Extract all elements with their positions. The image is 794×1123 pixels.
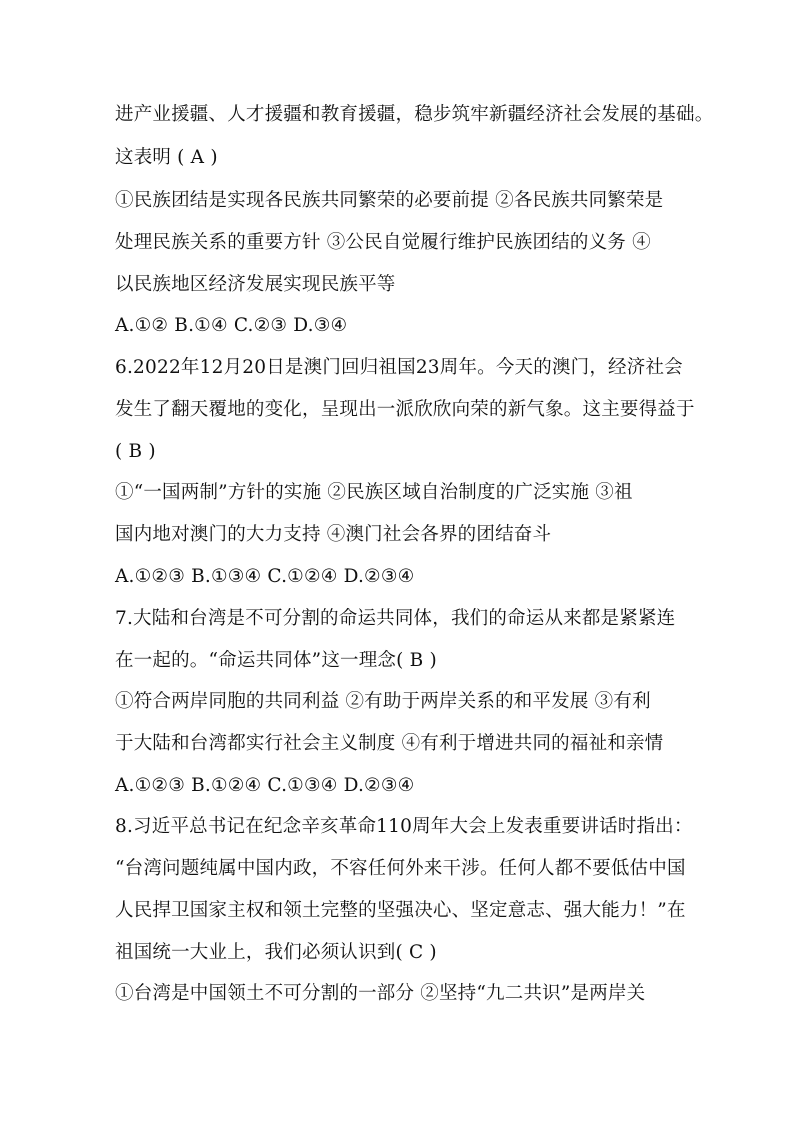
text-line: 处理民族关系的重要方针 ③公民自觉履行维护民族团结的义务 ④ [115,232,651,253]
answer-options: A.①② B.①④ C.②③ D.③④ [115,315,348,336]
text-line: 于大陆和台湾都实行社会主义制度 ④有利于增进共同的福祉和亲情 [115,733,664,754]
text-line: 以民族地区经济发展实现民族平等 [115,274,396,295]
answer-options: A.①②③ B.①③④ C.①②④ D.②③④ [115,566,415,587]
answer-options: A.①②③ B.①②④ C.①③④ D.②③④ [115,775,415,796]
text-line: “台湾问题纯属中国内政，不容任何外来干涉。任何人都不要低估中国 [115,858,686,879]
text-line: 发生了翻天覆地的变化，呈现出一派欣欣向荣的新气象。这主要得益于 [115,399,695,420]
text-line: ①民族团结是实现各民族共同繁荣的必要前提 ②各民族共同繁荣是 [115,190,664,211]
question-8: 8.习近平总书记在纪念辛亥革命110周年大会上发表重要讲话时指出： [115,816,693,837]
text-line: 祖国统一大业上，我们必须认识到( C ) [115,942,437,963]
text-line: 国内地对澳门的大力支持 ④澳门社会各界的团结奋斗 [115,524,552,545]
text-line: ( B ) [115,441,156,462]
text-line: ①台湾是中国领土不可分割的一部分 ②坚持“九二共识”是两岸关 [115,983,646,1004]
text-line: 在一起的。“命运共同体”这一理念( B ) [115,650,437,671]
question-6: 6.2022年12月20日是澳门回归祖国23周年。今天的澳门，经济社会 [115,357,683,378]
text-line: 人民捍卫国家主权和领土完整的坚强决心、坚定意志、强大能力！”在 [115,900,686,921]
text-line: ①“一国两制”方针的实施 ②民族区域自治制度的广泛实施 ③祖 [115,482,633,503]
question-7: 7.大陆和台湾是不可分割的命运共同体，我们的命运从来都是紧紧连 [115,608,676,629]
text-line: 进产业援疆、人才援疆和教育援疆，稳步筑牢新疆经济社会发展的基础。 [115,104,714,125]
text-line: 这表明 ( A ) [115,147,218,168]
text-line: ①符合两岸同胞的共同利益 ②有助于两岸关系的和平发展 ③有利 [115,691,651,712]
